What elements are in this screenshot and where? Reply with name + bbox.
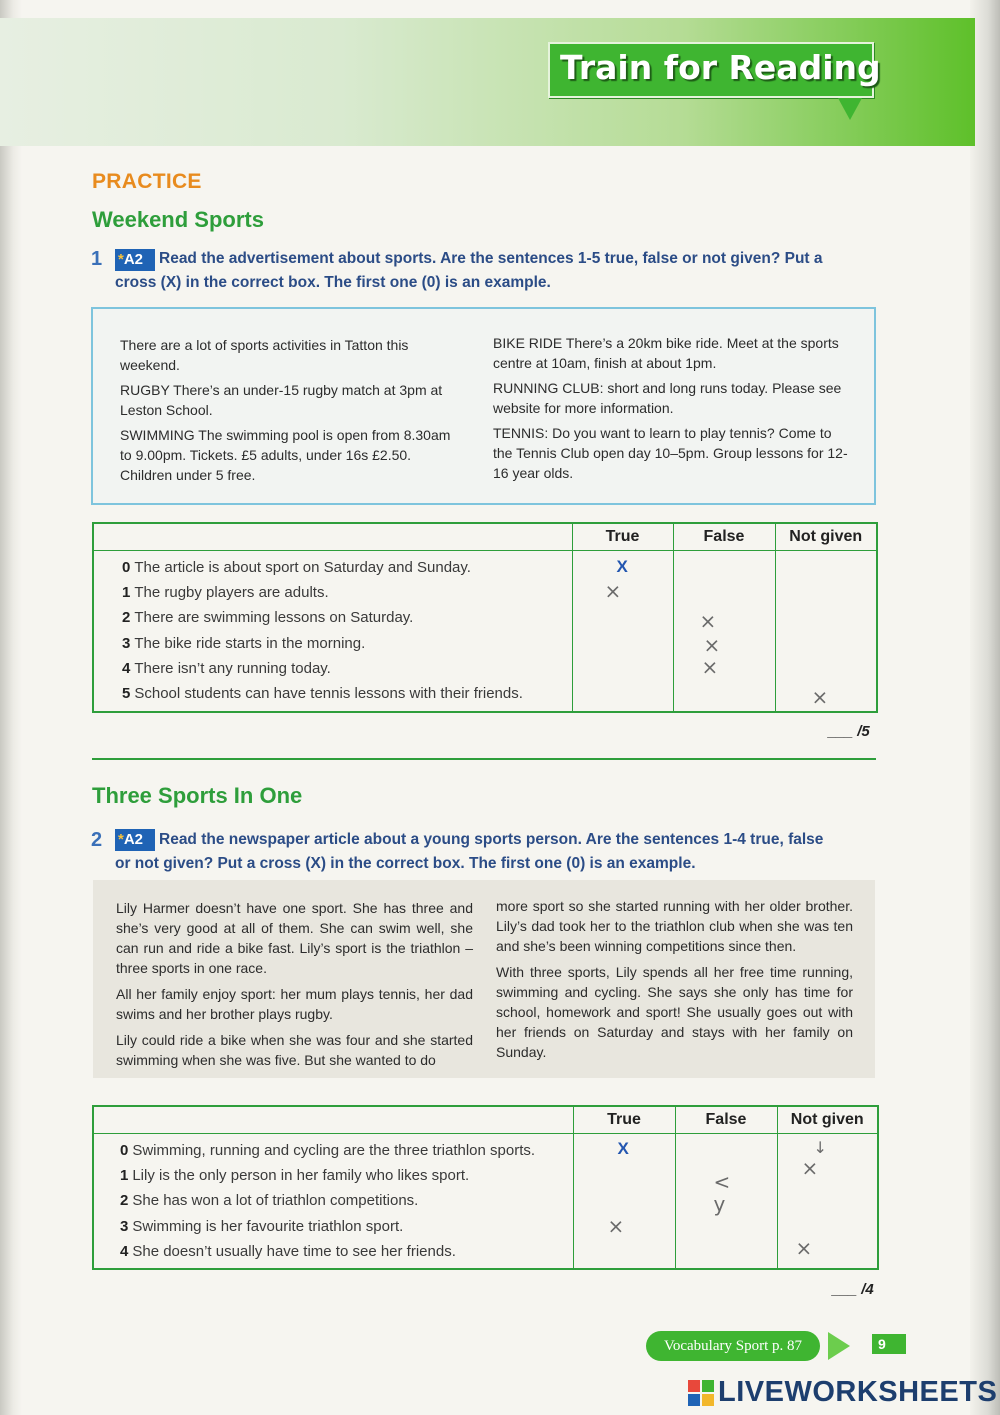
- article-paragraph: Lily could ride a bike when she was four and she started swimming when she was five. But she wanted to do: [116, 1032, 473, 1068]
- watermark: LIVEWORKSHEETS: [718, 1376, 998, 1408]
- page-gutter-shadow: [0, 0, 22, 1415]
- true-answer-cell[interactable]: [572, 550, 673, 712]
- handwritten-cross: ⨯: [604, 578, 622, 603]
- table-row: 2 She has won a lot of triathlon competitions.: [120, 1192, 419, 1210]
- article-right-column: [496, 896, 853, 1068]
- table-row: 4 There isn’t any running today.: [122, 660, 331, 678]
- advert-paragraph: TENNIS: Do you want to learn to play tennis? Come to the Tennis Club open day 10–5pm. Group lessons for 12-16 year olds.: [493, 425, 848, 481]
- article-box: [93, 880, 875, 1078]
- handwritten-mark: ↓: [813, 1137, 827, 1157]
- table-row: 1 Lily is the only person in her family who likes sport.: [120, 1166, 470, 1184]
- answers-table-1: [92, 522, 878, 713]
- vocabulary-link[interactable]: Vocabulary Sport p. 87: [646, 1331, 820, 1361]
- arrow-right-icon: [828, 1332, 850, 1360]
- handwritten-cross: ⨯: [701, 654, 719, 679]
- table-row: 2 There are swimming lessons on Saturday.: [122, 609, 414, 627]
- advert-right-column: [493, 333, 848, 488]
- handwritten-cross: ⨯: [795, 1235, 813, 1260]
- handwritten-cross: ⨯: [801, 1155, 819, 1180]
- level-badge: *A2: [115, 249, 155, 271]
- advert-paragraph: SWIMMING The swimming pool is open from 8.30am to 9.00pm. Tickets. £5 adults, under 16s £2.50. Children under 5 free.: [120, 427, 451, 483]
- example-cross: X: [616, 556, 628, 576]
- article-paragraph: more sport so she started running with her older brother. Lily’s dad took her to the triathlon club when she was ten and she’s been winning competitions since then.: [496, 898, 853, 954]
- true-header: True: [573, 1106, 675, 1133]
- table-row: 0 The article is about sport on Saturday and Sunday.: [122, 558, 471, 576]
- advert-paragraph: RUGBY There’s an under-15 rugby match at 3pm at Leston School.: [120, 382, 443, 418]
- page-number: 9: [872, 1334, 906, 1354]
- score-2: ___ /4: [832, 1281, 874, 1298]
- statement-header: [93, 523, 572, 550]
- handwritten-cross: ⨯: [703, 632, 721, 657]
- question1-number: 1: [91, 248, 103, 270]
- advert-paragraph: RUNNING CLUB: short and long runs today. Please see website for more information.: [493, 380, 842, 416]
- statements-cell: [93, 1133, 573, 1269]
- handwritten-cross: ⨯: [811, 684, 829, 709]
- not-given-header: Not given: [777, 1106, 878, 1133]
- false-header: False: [675, 1106, 777, 1133]
- score-1: ___ /5: [828, 723, 870, 740]
- statement-header: [93, 1106, 573, 1133]
- question2-number: 2: [91, 829, 103, 851]
- page-edge: [970, 0, 1000, 1415]
- level-badge: *A2: [115, 829, 155, 851]
- table-row: 0 Swimming, running and cycling are the three triathlon sports.: [120, 1141, 536, 1159]
- star-icon: *: [118, 831, 124, 848]
- false-header: False: [673, 523, 775, 550]
- table-row: 1 The rugby players are adults.: [122, 583, 329, 601]
- false-answer-cell[interactable]: [675, 1133, 777, 1269]
- statements-cell: [93, 550, 572, 712]
- table-row: 4 She doesn’t usually have time to see her friends.: [120, 1243, 456, 1261]
- advertisement-box: [91, 307, 876, 505]
- not-given-answer-cell[interactable]: [775, 550, 877, 712]
- liveworksheets-logo-icon: [688, 1380, 714, 1406]
- article-paragraph: With three sports, Lily spends all her free time running, swimming and cycling. She says she only has time for school, homework and sport! She usually goes out with her friends on Saturday and stays with her family on Sunday.: [496, 964, 853, 1060]
- section-divider: [92, 758, 876, 760]
- star-icon: *: [118, 251, 124, 268]
- article-paragraph: Lily Harmer doesn’t have one sport. She has three and she’s very good at all of them. She can swim well, she can run and ride a bike fast. Lily’s sport is the triathlon – three sports in one race.: [116, 900, 473, 976]
- title-box-tail: [838, 98, 862, 120]
- question1-instruction: Read the advertisement about sports. Are the sentences 1-5 true, false or not given? Put a cross (X) in the correct box. The first one (0) is an example.: [115, 250, 823, 291]
- article-left-column: [116, 898, 473, 1076]
- true-header: True: [572, 523, 673, 550]
- table-row: 5 School students can have tennis lessons with their friends.: [122, 685, 523, 703]
- question2-instruction: Read the newspaper article about a young sports person. Are the sentences 1-4 true, false or not given? Put a cross (X) in the correct box. The first one (0) is an example.: [115, 831, 824, 872]
- not-given-header: Not given: [775, 523, 877, 550]
- example-cross: X: [617, 1138, 629, 1158]
- practice-label: PRACTICE: [92, 170, 202, 193]
- handwritten-mark: y: [713, 1191, 726, 1216]
- false-answer-cell[interactable]: [673, 550, 775, 712]
- handwritten-mark: <: [713, 1169, 731, 1194]
- true-answer-cell[interactable]: [573, 1133, 675, 1269]
- handwritten-cross: ⨯: [607, 1213, 625, 1238]
- handwritten-cross: ⨯: [699, 608, 717, 633]
- table-row: 3 Swimming is her favourite triathlon sport.: [120, 1217, 404, 1235]
- section1-title: Weekend Sports: [92, 207, 264, 232]
- advert-paragraph: There are a lot of sports activities in Tatton this weekend.: [120, 337, 409, 373]
- answers-table-2: [92, 1105, 879, 1270]
- page-title: Train for Reading: [560, 48, 881, 87]
- section2-title: Three Sports In One: [92, 783, 303, 808]
- advert-left-column: [120, 335, 465, 490]
- not-given-answer-cell[interactable]: [777, 1133, 878, 1269]
- article-paragraph: All her family enjoy sport: her mum plays tennis, her dad swims and her brother plays rugby.: [116, 986, 473, 1022]
- advert-paragraph: BIKE RIDE There’s a 20km bike ride. Meet at the sports centre at 10am, finish at about 1pm.: [493, 335, 839, 371]
- table-row: 3 The bike ride starts in the morning.: [122, 634, 366, 652]
